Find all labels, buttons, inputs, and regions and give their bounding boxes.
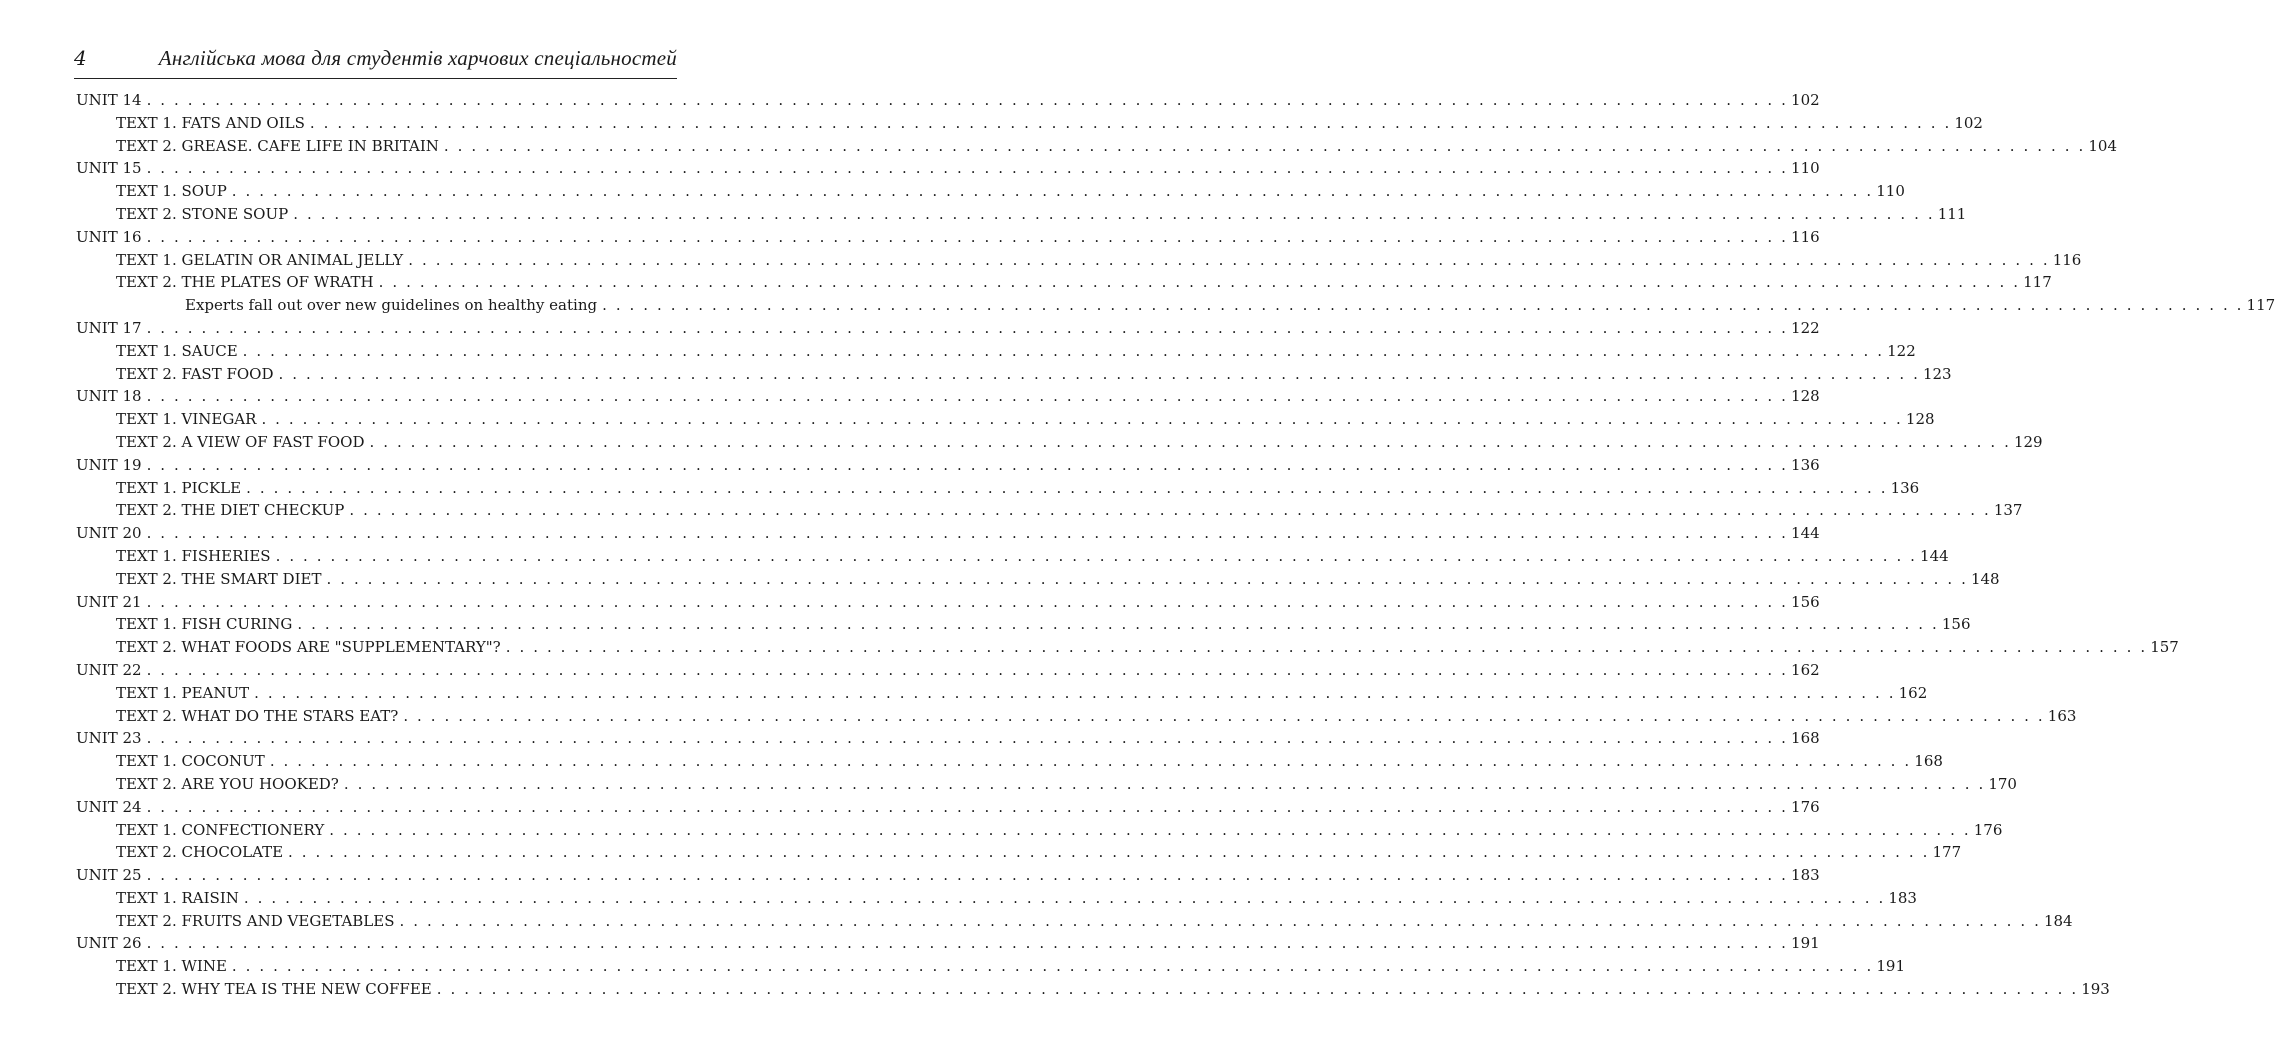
table-of-contents	[76, 89, 2275, 1001]
header-rule	[74, 78, 677, 79]
toc-text-entry	[76, 887, 1917, 910]
toc-entry-label: UNIT 24	[76, 797, 142, 816]
toc-entry-label: UNIT 25	[76, 866, 142, 885]
toc-entry-label: TEXT 2. GREASE. CAFE LIFE IN BRITAIN	[116, 136, 439, 155]
toc-page-number: 117	[2023, 273, 2052, 292]
dot-leader: . . . . . . . . . . . . . . . . . . . . . . . . . . . . . . . . . . . . . . . . . . . . . . . . . . . . . . . . . . . . . . . . . . . . . . . . . . . . . . . . . . . . . . . . . . . . . . . . . . . . . . . . . . . . . . . . . . . . . . . .	[602, 296, 2244, 315]
toc-text-entry	[76, 363, 1952, 386]
toc-text-entry	[76, 819, 2003, 842]
toc-entry-label: TEXT 1. FISHERIES	[116, 546, 271, 565]
toc-page-number: 156	[1791, 592, 1820, 611]
toc-page-number: 122	[1887, 341, 1916, 360]
toc-unit-entry	[76, 796, 1820, 819]
dot-leader: . . . . . . . . . . . . . . . . . . . . . . . . . . . . . . . . . . . . . . . . . . . . . . . . . . . . . . . . . . . . . . . . . . . . . . . . . . . . . . . . . . . . . . . . . . . . . . . . . . . . . . . . . . . . . . . . . . . . . . . .	[146, 455, 1789, 474]
dot-leader: . . . . . . . . . . . . . . . . . . . . . . . . . . . . . . . . . . . . . . . . . . . . . . . . . . . . . . . . . . . . . . . . . . . . . . . . . . . . . . . . . . . . . . . . . . . . . . . . . . . . . . . . . . . . . . . . . . . . . . . .	[293, 204, 1935, 223]
toc-entry-label: TEXT 2. ARE YOU HOOKED?	[116, 774, 339, 793]
dot-leader: . . . . . . . . . . . . . . . . . . . . . . . . . . . . . . . . . . . . . . . . . . . . . . . . . . . . . . . . . . . . . . . . . . . . . . . . . . . . . . . . . . . . . . . . . . . . . . . . . . . . . . . . . . . . . . . . . . . . . . . .	[246, 478, 1888, 497]
toc-page-number: 123	[1922, 364, 1952, 383]
toc-unit-entry	[76, 522, 1820, 545]
dot-leader: . . . . . . . . . . . . . . . . . . . . . . . . . . . . . . . . . . . . . . . . . . . . . . . . . . . . . . . . . . . . . . . . . . . . . . . . . . . . . . . . . . . . . . . . . . . . . . . . . . . . . . . . . . . . . . . . . . . . . . . .	[275, 546, 1918, 565]
toc-text-entry	[76, 135, 2117, 158]
toc-entry-label: TEXT 2. THE DIET CHECKUP	[116, 501, 345, 520]
toc-text-entry	[76, 340, 1916, 363]
toc-entry-label: UNIT 15	[76, 159, 142, 178]
dot-leader: . . . . . . . . . . . . . . . . . . . . . . . . . . . . . . . . . . . . . . . . . . . . . . . . . . . . . . . . . . . . . . . . . . . . . . . . . . . . . . . . . . . . . . . . . . . . . . . . . . . . . . . . . . . . . . . . . . . . . . . .	[369, 432, 2011, 451]
dot-leader: . . . . . . . . . . . . . . . . . . . . . . . . . . . . . . . . . . . . . . . . . . . . . . . . . . . . . . . . . . . . . . . . . . . . . . . . . . . . . . . . . . . . . . . . . . . . . . . . . . . . . . . . . . . . . . . . . . . . . . . .	[146, 318, 1789, 337]
dot-leader: . . . . . . . . . . . . . . . . . . . . . . . . . . . . . . . . . . . . . . . . . . . . . . . . . . . . . . . . . . . . . . . . . . . . . . . . . . . . . . . . . . . . . . . . . . . . . . . . . . . . . . . . . . . . . . . . . . . . . . . .	[278, 364, 1920, 383]
toc-entry-label: TEXT 2. WHAT FOODS ARE "SUPPLEMENTARY"?	[116, 638, 501, 657]
toc-unit-entry	[76, 226, 1820, 249]
toc-entry-label: TEXT 2. WHAT DO THE STARS EAT?	[116, 706, 399, 725]
toc-entry-label: TEXT 1. SAUCE	[116, 341, 238, 360]
toc-text-entry	[76, 773, 2017, 796]
toc-page-number: 110	[1791, 159, 1820, 178]
toc-page-number: 168	[1791, 729, 1820, 748]
toc-page-number: 162	[1791, 660, 1820, 679]
dot-leader: . . . . . . . . . . . . . . . . . . . . . . . . . . . . . . . . . . . . . . . . . . . . . . . . . . . . . . . . . . . . . . . . . . . . . . . . . . . . . . . . . . . . . . . . . . . . . . . . . . . . . . . . . . . . . . . . . . . . . . . .	[146, 524, 1789, 543]
toc-page-number: 104	[2088, 136, 2117, 155]
toc-unit-entry	[76, 454, 1820, 477]
toc-page-number: 144	[1920, 546, 1949, 565]
running-title: Англійська мова для студентів харчових спеціальностей	[158, 46, 677, 70]
toc-page-number: 148	[1970, 569, 2000, 588]
dot-leader: . . . . . . . . . . . . . . . . . . . . . . . . . . . . . . . . . . . . . . . . . . . . . . . . . . . . . . . . . . . . . . . . . . . . . . . . . . . . . . . . . . . . . . . . . . . . . . . . . . . . . . . . . . . . . . . . . . . . . . . .	[443, 136, 2086, 155]
toc-text-entry	[76, 978, 2110, 1001]
dot-leader: . . . . . . . . . . . . . . . . . . . . . . . . . . . . . . . . . . . . . . . . . . . . . . . . . . . . . . . . . . . . . . . . . . . . . . . . . . . . . . . . . . . . . . . . . . . . . . . . . . . . . . . . . . . . . . . . . . . . . . . .	[231, 182, 1874, 201]
dot-leader: . . . . . . . . . . . . . . . . . . . . . . . . . . . . . . . . . . . . . . . . . . . . . . . . . . . . . . . . . . . . . . . . . . . . . . . . . . . . . . . . . . . . . . . . . . . . . . . . . . . . . . . . . . . . . . . . . . . . . . . .	[309, 113, 1952, 132]
toc-page-number: 193	[2081, 980, 2110, 999]
toc-text-entry	[76, 249, 2082, 272]
toc-entry-label: UNIT 14	[76, 91, 142, 109]
toc-text-entry	[76, 636, 2179, 659]
toc-page-number: 156	[1941, 615, 1971, 634]
toc-entry-label: UNIT 23	[76, 729, 142, 748]
toc-unit-entry	[76, 317, 1820, 340]
dot-leader: . . . . . . . . . . . . . . . . . . . . . . . . . . . . . . . . . . . . . . . . . . . . . . . . . . . . . . . . . . . . . . . . . . . . . . . . . . . . . . . . . . . . . . . . . . . . . . . . . . . . . . . . . . . . . . . . . . . . . . . .	[326, 569, 1968, 588]
toc-page-number: 191	[1876, 957, 1906, 976]
dot-leader: . . . . . . . . . . . . . . . . . . . . . . . . . . . . . . . . . . . . . . . . . . . . . . . . . . . . . . . . . . . . . . . . . . . . . . . . . . . . . . . . . . . . . . . . . . . . . . . . . . . . . . . . . . . . . . . . . . . . . . . .	[349, 501, 1991, 520]
toc-entry-label: TEXT 1. PEANUT	[116, 683, 250, 702]
toc-entry-label: TEXT 1. SOUP	[116, 182, 227, 201]
dot-leader: . . . . . . . . . . . . . . . . . . . . . . . . . . . . . . . . . . . . . . . . . . . . . . . . . . . . . . . . . . . . . . . . . . . . . . . . . . . . . . . . . . . . . . . . . . . . . . . . . . . . . . . . . . . . . . . . . . . . . . . .	[254, 683, 1896, 702]
dot-leader: . . . . . . . . . . . . . . . . . . . . . . . . . . . . . . . . . . . . . . . . . . . . . . . . . . . . . . . . . . . . . . . . . . . . . . . . . . . . . . . . . . . . . . . . . . . . . . . . . . . . . . . . . . . . . . . . . . . . . . . .	[436, 980, 2079, 999]
toc-page-number: 110	[1876, 182, 1905, 201]
toc-entry-label: TEXT 1. PICKLE	[116, 478, 242, 497]
toc-entry-label: TEXT 1. FISH CURING	[116, 615, 293, 634]
toc-entry-label: UNIT 19	[76, 455, 142, 474]
dot-leader: . . . . . . . . . . . . . . . . . . . . . . . . . . . . . . . . . . . . . . . . . . . . . . . . . . . . . . . . . . . . . . . . . . . . . . . . . . . . . . . . . . . . . . . . . . . . . . . . . . . . . . . . . . . . . . . . . . . . . . . .	[146, 159, 1789, 178]
dot-leader: . . . . . . . . . . . . . . . . . . . . . . . . . . . . . . . . . . . . . . . . . . . . . . . . . . . . . . . . . . . . . . . . . . . . . . . . . . . . . . . . . . . . . . . . . . . . . . . . . . . . . . . . . . . . . . . . . . . . . . . .	[146, 387, 1789, 406]
dot-leader: . . . . . . . . . . . . . . . . . . . . . . . . . . . . . . . . . . . . . . . . . . . . . . . . . . . . . . . . . . . . . . . . . . . . . . . . . . . . . . . . . . . . . . . . . . . . . . . . . . . . . . . . . . . . . . . . . . . . . . . .	[343, 774, 1986, 793]
dot-leader: . . . . . . . . . . . . . . . . . . . . . . . . . . . . . . . . . . . . . . . . . . . . . . . . . . . . . . . . . . . . . . . . . . . . . . . . . . . . . . . . . . . . . . . . . . . . . . . . . . . . . . . . . . . . . . . . . . . . . . . .	[505, 638, 2148, 657]
toc-entry-label: UNIT 21	[76, 592, 142, 611]
toc-entry-label: TEXT 1. RAISIN	[116, 888, 239, 907]
dot-leader: . . . . . . . . . . . . . . . . . . . . . . . . . . . . . . . . . . . . . . . . . . . . . . . . . . . . . . . . . . . . . . . . . . . . . . . . . . . . . . . . . . . . . . . . . . . . . . . . . . . . . . . . . . . . . . . . . . . . . . . .	[243, 888, 1886, 907]
toc-entry-label: TEXT 1. COCONUT	[116, 752, 265, 771]
toc-page-number: 137	[1993, 501, 2023, 520]
dot-leader: . . . . . . . . . . . . . . . . . . . . . . . . . . . . . . . . . . . . . . . . . . . . . . . . . . . . . . . . . . . . . . . . . . . . . . . . . . . . . . . . . . . . . . . . . . . . . . . . . . . . . . . . . . . . . . . . . . . . . . . .	[403, 706, 2045, 725]
toc-page-number: 176	[1973, 820, 2003, 839]
toc-text-entry	[76, 750, 1943, 773]
toc-text-entry	[76, 499, 2023, 522]
toc-entry-label: UNIT 26	[76, 934, 142, 953]
dot-leader: . . . . . . . . . . . . . . . . . . . . . . . . . . . . . . . . . . . . . . . . . . . . . . . . . . . . . . . . . . . . . . . . . . . . . . . . . . . . . . . . . . . . . . . . . . . . . . . . . . . . . . . . . . . . . . . . . . . . . . . .	[146, 729, 1789, 748]
toc-entry-label: Experts fall out over new guidelines on healthy eating	[185, 296, 598, 315]
dot-leader: . . . . . . . . . . . . . . . . . . . . . . . . . . . . . . . . . . . . . . . . . . . . . . . . . . . . . . . . . . . . . . . . . . . . . . . . . . . . . . . . . . . . . . . . . . . . . . . . . . . . . . . . . . . . . . . . . . . . . . . .	[261, 410, 1903, 429]
toc-entry-label: TEXT 2. THE PLATES OF WRATH	[116, 273, 374, 292]
toc-entry-label: TEXT 1. WINE	[116, 957, 227, 976]
dot-leader: . . . . . . . . . . . . . . . . . . . . . . . . . . . . . . . . . . . . . . . . . . . . . . . . . . . . . . . . . . . . . . . . . . . . . . . . . . . . . . . . . . . . . . . . . . . . . . . . . . . . . . . . . . . . . . . . . . . . . . . .	[146, 797, 1789, 816]
dot-leader: . . . . . . . . . . . . . . . . . . . . . . . . . . . . . . . . . . . . . . . . . . . . . . . . . . . . . . . . . . . . . . . . . . . . . . . . . . . . . . . . . . . . . . . . . . . . . . . . . . . . . . . . . . . . . . . . . . . . . . . .	[399, 911, 2041, 930]
toc-unit-entry	[76, 385, 1820, 408]
toc-text-entry	[76, 477, 1920, 500]
toc-page-number: 176	[1791, 797, 1820, 816]
toc-entry-label: UNIT 17	[76, 318, 142, 337]
toc-entry-label: UNIT 16	[76, 227, 142, 246]
toc-entry-label: TEXT 2. THE SMART DIET	[116, 569, 322, 588]
toc-text-entry	[76, 705, 2077, 728]
toc-entry-label: TEXT 2. WHY TEA IS THE NEW COFFEE	[116, 980, 432, 999]
dot-leader: . . . . . . . . . . . . . . . . . . . . . . . . . . . . . . . . . . . . . . . . . . . . . . . . . . . . . . . . . . . . . . . . . . . . . . . . . . . . . . . . . . . . . . . . . . . . . . . . . . . . . . . . . . . . . . . . . . . . . . . .	[378, 273, 2021, 292]
toc-entry-label: UNIT 20	[76, 524, 142, 543]
dot-leader: . . . . . . . . . . . . . . . . . . . . . . . . . . . . . . . . . . . . . . . . . . . . . . . . . . . . . . . . . . . . . . . . . . . . . . . . . . . . . . . . . . . . . . . . . . . . . . . . . . . . . . . . . . . . . . . . . . . . . . . .	[146, 91, 1789, 109]
toc-page-number: 157	[2150, 638, 2179, 657]
toc-text-entry	[76, 955, 1906, 978]
dot-leader: . . . . . . . . . . . . . . . . . . . . . . . . . . . . . . . . . . . . . . . . . . . . . . . . . . . . . . . . . . . . . . . . . . . . . . . . . . . . . . . . . . . . . . . . . . . . . . . . . . . . . . . . . . . . . . . . . . . . . . . .	[288, 843, 1930, 862]
dot-leader: . . . . . . . . . . . . . . . . . . . . . . . . . . . . . . . . . . . . . . . . . . . . . . . . . . . . . . . . . . . . . . . . . . . . . . . . . . . . . . . . . . . . . . . . . . . . . . . . . . . . . . . . . . . . . . . . . . . . . . . .	[269, 752, 1912, 771]
toc-page-number: 170	[1988, 774, 2017, 793]
toc-page-number: 128	[1791, 387, 1820, 406]
toc-page-number: 162	[1898, 683, 1928, 702]
toc-page-number: 183	[1791, 866, 1820, 885]
dot-leader: . . . . . . . . . . . . . . . . . . . . . . . . . . . . . . . . . . . . . . . . . . . . . . . . . . . . . . . . . . . . . . . . . . . . . . . . . . . . . . . . . . . . . . . . . . . . . . . . . . . . . . . . . . . . . . . . . . . . . . . .	[231, 957, 1874, 976]
toc-entry-label: TEXT 2. STONE SOUP	[116, 204, 289, 223]
toc-text-entry	[76, 271, 2052, 294]
toc-unit-entry	[76, 727, 1820, 750]
toc-entry-label: TEXT 2. FAST FOOD	[116, 364, 274, 383]
toc-entry-label: TEXT 2. FRUITS AND VEGETABLES	[116, 911, 395, 930]
dot-leader: . . . . . . . . . . . . . . . . . . . . . . . . . . . . . . . . . . . . . . . . . . . . . . . . . . . . . . . . . . . . . . . . . . . . . . . . . . . . . . . . . . . . . . . . . . . . . . . . . . . . . . . . . . . . . . . . . . . . . . . .	[297, 615, 1939, 634]
toc-entry-label: UNIT 18	[76, 387, 142, 406]
toc-text-entry	[76, 545, 1949, 568]
dot-leader: . . . . . . . . . . . . . . . . . . . . . . . . . . . . . . . . . . . . . . . . . . . . . . . . . . . . . . . . . . . . . . . . . . . . . . . . . . . . . . . . . . . . . . . . . . . . . . . . . . . . . . . . . . . . . . . . . . . . . . . .	[329, 820, 1971, 839]
toc-entry-label: TEXT 2. A VIEW OF FAST FOOD	[116, 432, 365, 451]
toc-unit-entry	[76, 659, 1820, 682]
toc-unit-entry	[76, 591, 1820, 614]
toc-text-entry	[76, 910, 2073, 933]
toc-page-number: 129	[2013, 432, 2043, 451]
dot-leader: . . . . . . . . . . . . . . . . . . . . . . . . . . . . . . . . . . . . . . . . . . . . . . . . . . . . . . . . . . . . . . . . . . . . . . . . . . . . . . . . . . . . . . . . . . . . . . . . . . . . . . . . . . . . . . . . . . . . . . . .	[146, 934, 1789, 953]
toc-text-entry	[76, 431, 2043, 454]
toc-page-number: 102	[1954, 113, 1983, 132]
toc-text-entry	[76, 294, 2275, 317]
toc-entry-label: TEXT 1. VINEGAR	[116, 410, 257, 429]
dot-leader: . . . . . . . . . . . . . . . . . . . . . . . . . . . . . . . . . . . . . . . . . . . . . . . . . . . . . . . . . . . . . . . . . . . . . . . . . . . . . . . . . . . . . . . . . . . . . . . . . . . . . . . . . . . . . . . . . . . . . . . .	[408, 250, 2050, 269]
toc-page-number: 183	[1888, 888, 1917, 907]
dot-leader: . . . . . . . . . . . . . . . . . . . . . . . . . . . . . . . . . . . . . . . . . . . . . . . . . . . . . . . . . . . . . . . . . . . . . . . . . . . . . . . . . . . . . . . . . . . . . . . . . . . . . . . . . . . . . . . . . . . . . . . .	[146, 592, 1789, 611]
toc-page-number: 102	[1791, 91, 1820, 109]
page-number: 4	[74, 46, 87, 70]
toc-entry-label: TEXT 1. GELATIN OR ANIMAL JELLY	[116, 250, 404, 269]
toc-page-number: 116	[2052, 250, 2082, 269]
toc-page-number: 177	[1932, 843, 1962, 862]
toc-text-entry	[76, 203, 1967, 226]
page-header	[74, 44, 677, 74]
toc-page-number: 191	[1791, 934, 1820, 953]
toc-entry-label: TEXT 1. FATS AND OILS	[116, 113, 305, 132]
toc-page-number: 144	[1791, 524, 1820, 543]
toc-page-number: 184	[2043, 911, 2073, 930]
toc-unit-entry	[76, 864, 1820, 887]
dot-leader: . . . . . . . . . . . . . . . . . . . . . . . . . . . . . . . . . . . . . . . . . . . . . . . . . . . . . . . . . . . . . . . . . . . . . . . . . . . . . . . . . . . . . . . . . . . . . . . . . . . . . . . . . . . . . . . . . . . . . . . .	[146, 660, 1789, 679]
toc-text-entry	[76, 568, 2000, 591]
toc-unit-entry	[76, 157, 1820, 180]
toc-entry-label: UNIT 22	[76, 660, 142, 679]
toc-page-number: 136	[1890, 478, 1920, 497]
toc-page-number: 122	[1791, 318, 1820, 337]
dot-leader: . . . . . . . . . . . . . . . . . . . . . . . . . . . . . . . . . . . . . . . . . . . . . . . . . . . . . . . . . . . . . . . . . . . . . . . . . . . . . . . . . . . . . . . . . . . . . . . . . . . . . . . . . . . . . . . . . . . . . . . .	[242, 341, 1885, 360]
toc-page-number: 168	[1914, 752, 1943, 771]
toc-text-entry	[76, 180, 1905, 203]
toc-page-number: 111	[1937, 204, 1967, 223]
dot-leader: . . . . . . . . . . . . . . . . . . . . . . . . . . . . . . . . . . . . . . . . . . . . . . . . . . . . . . . . . . . . . . . . . . . . . . . . . . . . . . . . . . . . . . . . . . . . . . . . . . . . . . . . . . . . . . . . . . . . . . . .	[146, 866, 1789, 885]
toc-text-entry	[76, 682, 1928, 705]
toc-text-entry	[76, 841, 1962, 864]
toc-entry-label: TEXT 2. CHOCOLATE	[116, 843, 284, 862]
toc-entry-label: TEXT 1. CONFECTIONERY	[116, 820, 325, 839]
toc-text-entry	[76, 408, 1935, 431]
toc-text-entry	[76, 112, 1983, 135]
toc-text-entry	[76, 613, 1971, 636]
toc-page-number: 116	[1791, 227, 1820, 246]
toc-unit-entry	[76, 932, 1820, 955]
dot-leader: . . . . . . . . . . . . . . . . . . . . . . . . . . . . . . . . . . . . . . . . . . . . . . . . . . . . . . . . . . . . . . . . . . . . . . . . . . . . . . . . . . . . . . . . . . . . . . . . . . . . . . . . . . . . . . . . . . . . . . . .	[146, 227, 1789, 246]
toc-page-number: 136	[1791, 455, 1820, 474]
toc-unit-entry	[76, 89, 1820, 112]
toc-page-number: 128	[1905, 410, 1935, 429]
toc-page-number: 163	[2047, 706, 2077, 725]
toc-page-number: 117	[2246, 296, 2275, 315]
